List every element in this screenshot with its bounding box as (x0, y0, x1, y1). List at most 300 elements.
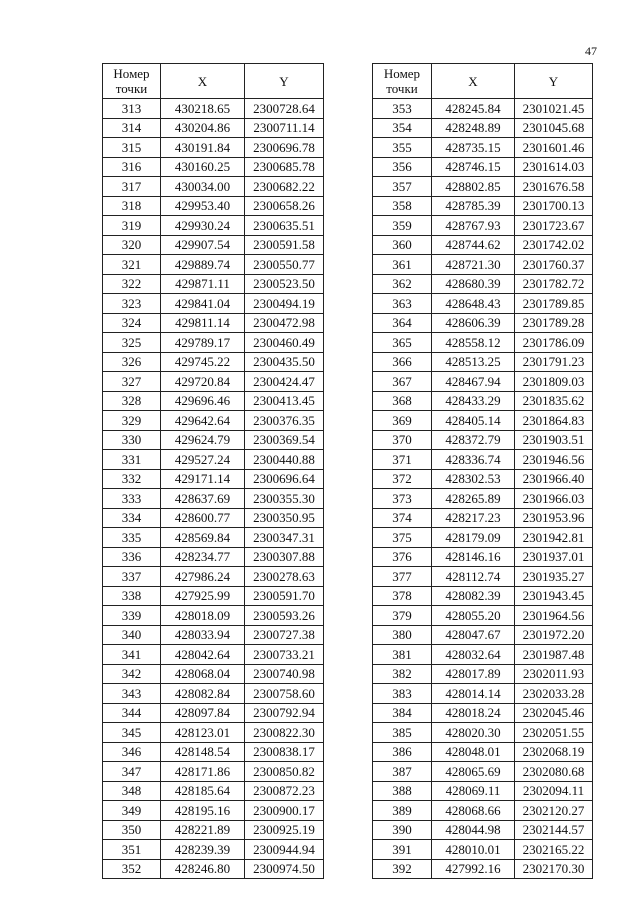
cell-y: 2300792.94 (245, 703, 324, 723)
table-row (103, 450, 324, 470)
cell-x: 429841.04 (161, 294, 245, 314)
cell-y: 2300523.50 (245, 274, 324, 294)
cell-x: 428195.16 (161, 801, 245, 821)
cell-y: 2301809.03 (515, 372, 593, 392)
cell-point-number: 392 (373, 859, 432, 879)
cell-y: 2301972.20 (515, 625, 593, 645)
cell-y: 2300696.78 (245, 138, 324, 158)
cell-y: 2300838.17 (245, 742, 324, 762)
cell-y: 2301782.72 (515, 274, 593, 294)
cell-y: 2300711.14 (245, 118, 324, 138)
cell-x: 428302.53 (432, 469, 515, 489)
cell-point-number: 343 (103, 684, 161, 704)
cell-x: 428785.39 (432, 196, 515, 216)
cell-x: 430191.84 (161, 138, 245, 158)
cell-x: 428018.24 (432, 703, 515, 723)
cell-x: 428239.39 (161, 840, 245, 860)
table-row (103, 723, 324, 743)
cell-point-number: 328 (103, 391, 161, 411)
cell-point-number: 324 (103, 313, 161, 333)
cell-y: 2301786.09 (515, 333, 593, 353)
cell-y: 2300550.77 (245, 255, 324, 275)
cell-x: 428032.64 (432, 645, 515, 665)
table-row (103, 567, 324, 587)
cell-x: 428047.67 (432, 625, 515, 645)
table-row (103, 762, 324, 782)
cell-x: 428405.14 (432, 411, 515, 431)
cell-point-number: 353 (373, 99, 432, 119)
cell-y: 2300727.38 (245, 625, 324, 645)
table-row (373, 274, 593, 294)
table-row (103, 489, 324, 509)
cell-point-number: 377 (373, 567, 432, 587)
table-row (373, 294, 593, 314)
cell-point-number: 314 (103, 118, 161, 138)
cell-x: 428055.20 (432, 606, 515, 626)
table-row (103, 801, 324, 821)
cell-point-number: 390 (373, 820, 432, 840)
cell-x: 428082.84 (161, 684, 245, 704)
cell-y: 2302120.27 (515, 801, 593, 821)
cell-x: 428020.30 (432, 723, 515, 743)
cell-y: 2300440.88 (245, 450, 324, 470)
cell-x: 428065.69 (432, 762, 515, 782)
cell-point-number: 319 (103, 216, 161, 236)
table-row (373, 177, 593, 197)
cell-point-number: 326 (103, 352, 161, 372)
cell-point-number: 386 (373, 742, 432, 762)
cell-x: 429720.84 (161, 372, 245, 392)
cell-x: 428146.16 (432, 547, 515, 567)
table-header-row (103, 64, 324, 99)
table-row (103, 352, 324, 372)
cell-y: 2302011.93 (515, 664, 593, 684)
cell-x: 430218.65 (161, 99, 245, 119)
table-row (103, 235, 324, 255)
table-row (103, 586, 324, 606)
table-row (373, 703, 593, 723)
cell-point-number: 358 (373, 196, 432, 216)
cell-x: 428042.64 (161, 645, 245, 665)
cell-x: 428185.64 (161, 781, 245, 801)
cell-point-number: 376 (373, 547, 432, 567)
table-row (103, 138, 324, 158)
cell-point-number: 344 (103, 703, 161, 723)
table-row (373, 762, 593, 782)
table-row (373, 859, 593, 879)
table-row (373, 586, 593, 606)
cell-point-number: 351 (103, 840, 161, 860)
cell-x: 428010.01 (432, 840, 515, 860)
cell-x: 428246.80 (161, 859, 245, 879)
table-row (373, 216, 593, 236)
table-row (103, 508, 324, 528)
cell-point-number: 354 (373, 118, 432, 138)
cell-y: 2300850.82 (245, 762, 324, 782)
cell-point-number: 375 (373, 528, 432, 548)
cell-y: 2300347.31 (245, 528, 324, 548)
cell-point-number: 332 (103, 469, 161, 489)
cell-y: 2301791.23 (515, 352, 593, 372)
cell-x: 428033.94 (161, 625, 245, 645)
cell-x: 428217.23 (432, 508, 515, 528)
cell-x: 429745.22 (161, 352, 245, 372)
cell-y: 2300350.95 (245, 508, 324, 528)
cell-point-number: 372 (373, 469, 432, 489)
table-row (373, 450, 593, 470)
cell-x: 428014.14 (432, 684, 515, 704)
cell-point-number: 355 (373, 138, 432, 158)
cell-x: 428569.84 (161, 528, 245, 548)
cell-x: 428068.66 (432, 801, 515, 821)
cell-x: 428433.29 (432, 391, 515, 411)
table-row (373, 430, 593, 450)
table-row (373, 313, 593, 333)
cell-x: 428048.01 (432, 742, 515, 762)
cell-y: 2301966.03 (515, 489, 593, 509)
table-row (373, 157, 593, 177)
cell-y: 2301614.03 (515, 157, 593, 177)
coordinates-table-right (372, 63, 593, 879)
cell-y: 2301966.40 (515, 469, 593, 489)
cell-y: 2301700.13 (515, 196, 593, 216)
table-row (373, 625, 593, 645)
cell-point-number: 361 (373, 255, 432, 275)
cell-y: 2300460.49 (245, 333, 324, 353)
table-row (103, 372, 324, 392)
cell-x: 428112.74 (432, 567, 515, 587)
cell-point-number: 336 (103, 547, 161, 567)
cell-point-number: 371 (373, 450, 432, 470)
cell-x: 428721.30 (432, 255, 515, 275)
table-row (103, 742, 324, 762)
cell-y: 2301946.56 (515, 450, 593, 470)
cell-point-number: 333 (103, 489, 161, 509)
cell-point-number: 391 (373, 840, 432, 860)
cell-point-number: 327 (103, 372, 161, 392)
cell-y: 2300900.17 (245, 801, 324, 821)
cell-y: 2300591.58 (245, 235, 324, 255)
cell-x: 429930.24 (161, 216, 245, 236)
cell-point-number: 385 (373, 723, 432, 743)
cell-y: 2300355.30 (245, 489, 324, 509)
table-header-row (373, 64, 593, 99)
cell-y: 2300658.26 (245, 196, 324, 216)
cell-y: 2302144.57 (515, 820, 593, 840)
cell-point-number: 337 (103, 567, 161, 587)
cell-y: 2302051.55 (515, 723, 593, 743)
cell-point-number: 339 (103, 606, 161, 626)
cell-x: 428372.79 (432, 430, 515, 450)
cell-point-number: 322 (103, 274, 161, 294)
cell-x: 429889.74 (161, 255, 245, 275)
cell-y: 2301723.67 (515, 216, 593, 236)
cell-x: 429624.79 (161, 430, 245, 450)
cell-point-number: 383 (373, 684, 432, 704)
cell-y: 2300278.63 (245, 567, 324, 587)
cell-x: 429907.54 (161, 235, 245, 255)
cell-x: 429953.40 (161, 196, 245, 216)
cell-point-number: 329 (103, 411, 161, 431)
cell-y: 2301760.37 (515, 255, 593, 275)
cell-y: 2301864.83 (515, 411, 593, 431)
cell-y: 2301742.02 (515, 235, 593, 255)
cell-x: 430034.00 (161, 177, 245, 197)
cell-x: 428265.89 (432, 489, 515, 509)
header-x: X (161, 64, 245, 99)
table-row (103, 391, 324, 411)
cell-y: 2300758.60 (245, 684, 324, 704)
cell-y: 2300682.22 (245, 177, 324, 197)
table-row (103, 840, 324, 860)
table-row (103, 255, 324, 275)
table-row (373, 391, 593, 411)
table-row (103, 664, 324, 684)
cell-point-number: 350 (103, 820, 161, 840)
table-row (373, 645, 593, 665)
table-row (373, 118, 593, 138)
header-point-number: Номер точки (103, 64, 161, 99)
cell-point-number: 318 (103, 196, 161, 216)
cell-x: 429642.64 (161, 411, 245, 431)
table-row (103, 294, 324, 314)
cell-y: 2301943.45 (515, 586, 593, 606)
table-row (373, 99, 593, 119)
cell-y: 2301942.81 (515, 528, 593, 548)
table-row (373, 742, 593, 762)
cell-x: 429527.24 (161, 450, 245, 470)
table-row (103, 684, 324, 704)
header-point-number: Номер точки (373, 64, 432, 99)
coordinates-table-left (102, 63, 324, 879)
table-body-right (373, 99, 593, 879)
cell-point-number: 389 (373, 801, 432, 821)
cell-y: 2301953.96 (515, 508, 593, 528)
cell-point-number: 374 (373, 508, 432, 528)
cell-y: 2300728.64 (245, 99, 324, 119)
cell-x: 428018.09 (161, 606, 245, 626)
table-row (373, 489, 593, 509)
cell-x: 428767.93 (432, 216, 515, 236)
cell-y: 2301789.85 (515, 294, 593, 314)
cell-x: 429171.14 (161, 469, 245, 489)
table-row (373, 840, 593, 860)
cell-point-number: 334 (103, 508, 161, 528)
cell-point-number: 320 (103, 235, 161, 255)
cell-point-number: 382 (373, 664, 432, 684)
page-number: 47 (585, 44, 597, 58)
cell-point-number: 380 (373, 625, 432, 645)
cell-point-number: 370 (373, 430, 432, 450)
table-row (373, 333, 593, 353)
cell-point-number: 363 (373, 294, 432, 314)
table-row (373, 469, 593, 489)
table-row (103, 859, 324, 879)
cell-point-number: 321 (103, 255, 161, 275)
table-row (103, 274, 324, 294)
cell-point-number: 367 (373, 372, 432, 392)
cell-point-number: 388 (373, 781, 432, 801)
cell-y: 2300944.94 (245, 840, 324, 860)
cell-y: 2301789.28 (515, 313, 593, 333)
table-row (373, 508, 593, 528)
cell-point-number: 359 (373, 216, 432, 236)
cell-point-number: 387 (373, 762, 432, 782)
cell-x: 428558.12 (432, 333, 515, 353)
cell-y: 2302033.28 (515, 684, 593, 704)
cell-x: 428648.43 (432, 294, 515, 314)
table-row (103, 547, 324, 567)
cell-y: 2301045.68 (515, 118, 593, 138)
table-row (373, 196, 593, 216)
table-row (103, 313, 324, 333)
cell-point-number: 356 (373, 157, 432, 177)
cell-y: 2300635.51 (245, 216, 324, 236)
cell-y: 2301964.56 (515, 606, 593, 626)
cell-x: 429811.14 (161, 313, 245, 333)
cell-x: 430160.25 (161, 157, 245, 177)
table-row (373, 684, 593, 704)
cell-y: 2300413.45 (245, 391, 324, 411)
table-row (103, 625, 324, 645)
cell-y: 2301937.01 (515, 547, 593, 567)
cell-x: 428148.54 (161, 742, 245, 762)
header-y: Y (515, 64, 593, 99)
cell-point-number: 360 (373, 235, 432, 255)
cell-y: 2300593.26 (245, 606, 324, 626)
cell-x: 428171.86 (161, 762, 245, 782)
cell-y: 2300733.21 (245, 645, 324, 665)
cell-x: 428245.84 (432, 99, 515, 119)
cell-x: 428234.77 (161, 547, 245, 567)
cell-x: 428467.94 (432, 372, 515, 392)
cell-y: 2300822.30 (245, 723, 324, 743)
cell-y: 2300925.19 (245, 820, 324, 840)
cell-x: 428069.11 (432, 781, 515, 801)
table-row (373, 352, 593, 372)
cell-point-number: 349 (103, 801, 161, 821)
cell-point-number: 340 (103, 625, 161, 645)
header-y: Y (245, 64, 324, 99)
cell-y: 2300494.19 (245, 294, 324, 314)
cell-x: 428082.39 (432, 586, 515, 606)
cell-y: 2302045.46 (515, 703, 593, 723)
cell-x: 428600.77 (161, 508, 245, 528)
table-row (103, 645, 324, 665)
table-row (373, 235, 593, 255)
table-row (103, 781, 324, 801)
table-row (373, 781, 593, 801)
cell-point-number: 323 (103, 294, 161, 314)
table-row (373, 138, 593, 158)
cell-x: 428248.89 (432, 118, 515, 138)
cell-point-number: 325 (103, 333, 161, 353)
cell-point-number: 342 (103, 664, 161, 684)
cell-y: 2301021.45 (515, 99, 593, 119)
cell-x: 428179.09 (432, 528, 515, 548)
cell-point-number: 378 (373, 586, 432, 606)
cell-x: 428606.39 (432, 313, 515, 333)
cell-point-number: 362 (373, 274, 432, 294)
cell-point-number: 317 (103, 177, 161, 197)
table-row (103, 430, 324, 450)
table-row (373, 567, 593, 587)
cell-x: 428044.98 (432, 820, 515, 840)
cell-y: 2302165.22 (515, 840, 593, 860)
cell-point-number: 345 (103, 723, 161, 743)
cell-point-number: 316 (103, 157, 161, 177)
cell-point-number: 348 (103, 781, 161, 801)
table-row (373, 372, 593, 392)
cell-point-number: 373 (373, 489, 432, 509)
cell-y: 2300685.78 (245, 157, 324, 177)
cell-point-number: 366 (373, 352, 432, 372)
cell-x: 428336.74 (432, 450, 515, 470)
cell-point-number: 365 (373, 333, 432, 353)
cell-x: 428680.39 (432, 274, 515, 294)
cell-x: 427992.16 (432, 859, 515, 879)
cell-y: 2300424.47 (245, 372, 324, 392)
cell-x: 429871.11 (161, 274, 245, 294)
cell-x: 428735.15 (432, 138, 515, 158)
table-row (373, 723, 593, 743)
cell-y: 2300974.50 (245, 859, 324, 879)
cell-point-number: 379 (373, 606, 432, 626)
table-row (103, 411, 324, 431)
cell-y: 2302094.11 (515, 781, 593, 801)
cell-point-number: 364 (373, 313, 432, 333)
cell-point-number: 331 (103, 450, 161, 470)
table-row (103, 216, 324, 236)
cell-y: 2301601.46 (515, 138, 593, 158)
cell-point-number: 368 (373, 391, 432, 411)
table-row (373, 255, 593, 275)
cell-y: 2300696.64 (245, 469, 324, 489)
cell-point-number: 352 (103, 859, 161, 879)
cell-x: 428744.62 (432, 235, 515, 255)
cell-y: 2300591.70 (245, 586, 324, 606)
table-row (103, 703, 324, 723)
cell-x: 428513.25 (432, 352, 515, 372)
cell-y: 2300376.35 (245, 411, 324, 431)
table-row (103, 99, 324, 119)
cell-y: 2301903.51 (515, 430, 593, 450)
cell-x: 428068.04 (161, 664, 245, 684)
table-row (103, 157, 324, 177)
table-row (103, 118, 324, 138)
cell-point-number: 346 (103, 742, 161, 762)
table-body-left (103, 99, 324, 879)
cell-point-number: 369 (373, 411, 432, 431)
table-row (103, 528, 324, 548)
cell-x: 427986.24 (161, 567, 245, 587)
cell-point-number: 381 (373, 645, 432, 665)
table-row (373, 820, 593, 840)
table-row (373, 606, 593, 626)
cell-y: 2301835.62 (515, 391, 593, 411)
cell-x: 428746.15 (432, 157, 515, 177)
cell-y: 2301676.58 (515, 177, 593, 197)
table-row (103, 606, 324, 626)
cell-y: 2301987.48 (515, 645, 593, 665)
cell-x: 428802.85 (432, 177, 515, 197)
cell-y: 2302080.68 (515, 762, 593, 782)
cell-x: 429789.17 (161, 333, 245, 353)
table-row (103, 177, 324, 197)
table-row (373, 528, 593, 548)
cell-point-number: 341 (103, 645, 161, 665)
cell-point-number: 384 (373, 703, 432, 723)
